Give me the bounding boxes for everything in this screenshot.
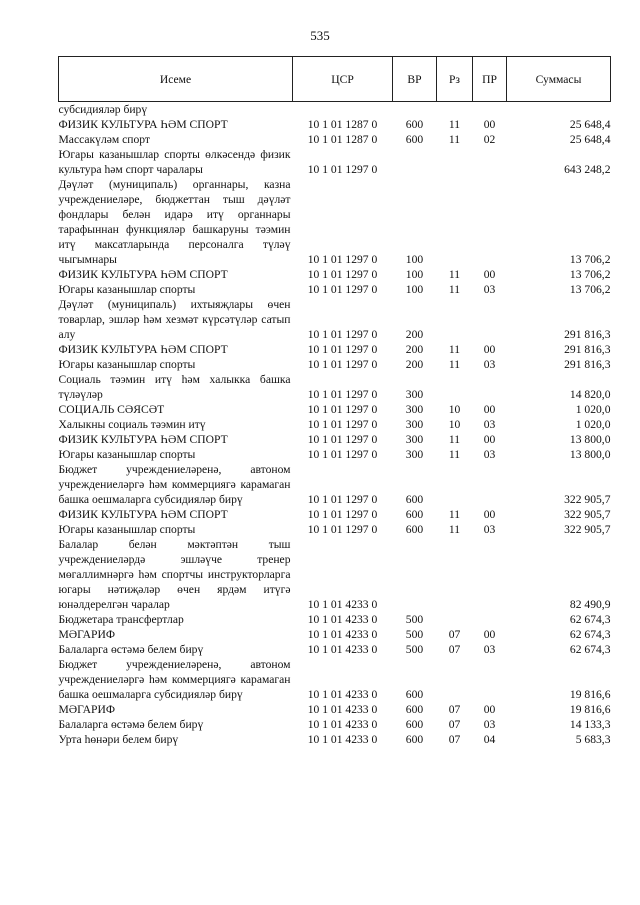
row-sum: 322 905,7 xyxy=(564,493,611,506)
table-row xyxy=(59,522,611,537)
row-rz: 11 xyxy=(448,283,461,296)
row-name: Бюджет учреждениеләренә, автоном учреждениеләргә һәм коммерциягә карамаган башка оешмаларга субсидияләр бирү xyxy=(58,658,291,701)
row-csr: 10 1 01 4233 0 xyxy=(307,613,378,626)
row-vr: 500 xyxy=(405,613,424,626)
row-vr: 500 xyxy=(405,643,424,656)
row-sum: 5 683,3 xyxy=(575,733,611,746)
row-vr: 100 xyxy=(405,283,424,296)
row-csr: 10 1 01 1297 0 xyxy=(307,388,378,401)
row-vr: 500 xyxy=(405,628,424,641)
table-row xyxy=(59,147,611,177)
row-rz: 11 xyxy=(448,433,461,446)
row-pr xyxy=(473,297,507,342)
row-vr: 600 xyxy=(405,733,424,746)
table-row xyxy=(59,297,611,342)
row-csr: 10 1 01 1297 0 xyxy=(307,493,378,506)
row-sum xyxy=(507,102,611,118)
row-vr: 600 xyxy=(405,703,424,716)
row-name: ФИЗИК КУЛЬТУРА ҺӘМ СПОРТ xyxy=(58,343,228,356)
row-csr: 10 1 01 1297 0 xyxy=(307,403,378,416)
row-vr: 300 xyxy=(405,403,424,416)
row-rz: 11 xyxy=(448,343,461,356)
row-vr: 100 xyxy=(405,253,424,266)
row-csr: 10 1 01 1287 0 xyxy=(307,133,378,146)
row-rz: 07 xyxy=(448,718,461,731)
table-row xyxy=(59,282,611,297)
row-csr: 10 1 01 1297 0 xyxy=(307,268,378,281)
row-name: ФИЗИК КУЛЬТУРА ҺӘМ СПОРТ xyxy=(58,268,228,281)
row-sum: 62 674,3 xyxy=(569,613,611,626)
row-pr: 04 xyxy=(483,733,496,746)
row-rz: 07 xyxy=(448,628,461,641)
row-vr xyxy=(393,102,437,118)
row-name: Социаль тәэмин итү һәм халыкка башка түләүләр xyxy=(58,373,291,401)
row-sum: 19 816,6 xyxy=(569,703,611,716)
row-rz: 07 xyxy=(448,643,461,656)
row-rz: 11 xyxy=(448,523,461,536)
row-rz: 11 xyxy=(448,358,461,371)
row-pr xyxy=(473,537,507,612)
row-rz: 10 xyxy=(448,418,461,431)
table-row xyxy=(59,657,611,702)
row-rz xyxy=(437,372,473,402)
row-name: Югары казанышлар спорты өлкәсендә физик культура һәм спорт чаралары xyxy=(58,148,291,176)
row-vr: 600 xyxy=(405,718,424,731)
row-csr: 10 1 01 4233 0 xyxy=(307,688,378,701)
table-header-row xyxy=(59,57,611,102)
row-csr: 10 1 01 1297 0 xyxy=(307,358,378,371)
row-rz xyxy=(437,177,473,267)
row-pr: 03 xyxy=(483,718,496,731)
table-row xyxy=(59,102,611,118)
row-rz xyxy=(437,297,473,342)
row-csr: 10 1 01 1297 0 xyxy=(307,448,378,461)
row-name: субсидияләр бирү xyxy=(58,103,148,116)
row-name: Балаларга өстәмә белем бирү xyxy=(58,643,204,656)
row-name: Халыкны социаль тәэмин итү xyxy=(58,418,206,431)
row-csr: 10 1 01 1297 0 xyxy=(307,163,378,176)
row-sum: 643 248,2 xyxy=(564,163,611,176)
row-name: МӘГАРИФ xyxy=(58,628,115,641)
row-pr xyxy=(473,372,507,402)
page-number: 535 xyxy=(310,28,330,43)
row-csr: 10 1 01 1297 0 xyxy=(307,418,378,431)
row-pr xyxy=(473,102,507,118)
table-row xyxy=(59,402,611,417)
row-vr xyxy=(393,147,437,177)
row-vr: 100 xyxy=(405,268,424,281)
table-row xyxy=(59,177,611,267)
row-name: Югары казанышлар спорты xyxy=(58,283,196,296)
row-rz xyxy=(437,612,473,627)
row-csr: 10 1 01 4233 0 xyxy=(307,628,378,641)
header-rz: Рз xyxy=(437,57,473,102)
row-pr: 00 xyxy=(483,268,496,281)
row-name: Югары казанышлар спорты xyxy=(58,358,196,371)
row-pr: 03 xyxy=(483,358,496,371)
row-pr: 00 xyxy=(483,343,496,356)
row-csr: 10 1 01 1297 0 xyxy=(307,433,378,446)
row-sum: 291 816,3 xyxy=(564,358,611,371)
row-vr: 200 xyxy=(405,343,424,356)
row-sum: 13 706,2 xyxy=(569,283,611,296)
row-name: Дәүләт (муниципаль) ихтыяҗлары өчен товарлар, эшләр һәм хезмәт күрсәтүләр сатып алу xyxy=(58,298,291,341)
row-sum: 13 800,0 xyxy=(569,433,611,446)
row-vr: 300 xyxy=(405,418,424,431)
row-sum: 291 816,3 xyxy=(564,343,611,356)
row-rz: 11 xyxy=(448,268,461,281)
row-vr: 600 xyxy=(405,688,424,701)
row-csr: 10 1 01 4233 0 xyxy=(307,718,378,731)
row-rz xyxy=(437,102,473,118)
row-name: Югары казанышлар спорты xyxy=(58,448,196,461)
row-pr xyxy=(473,612,507,627)
header-sum: Суммасы xyxy=(507,57,611,102)
row-pr: 03 xyxy=(483,448,496,461)
header-csr: ЦСР xyxy=(293,57,393,102)
row-sum: 13 706,2 xyxy=(569,253,611,266)
table-row xyxy=(59,717,611,732)
row-csr: 10 1 01 1297 0 xyxy=(307,343,378,356)
row-pr: 02 xyxy=(483,133,496,146)
row-vr: 600 xyxy=(405,118,424,131)
row-name: Балалар белән мәктәптән тыш учреждениеләрдә эшләүче тренер мөгаллимнәргә һәм спортчы инструкторларга югары нәтиҗәләр өчен ярдәм итүгә юнәлдерелгән чаралар xyxy=(58,538,291,611)
row-vr: 300 xyxy=(405,388,424,401)
row-pr xyxy=(473,147,507,177)
table-row xyxy=(59,507,611,522)
row-name: МӘГАРИФ xyxy=(58,703,115,716)
row-name: ФИЗИК КУЛЬТУРА ҺӘМ СПОРТ xyxy=(58,433,228,446)
row-name: Югары казанышлар спорты xyxy=(58,523,196,536)
row-rz xyxy=(437,147,473,177)
row-pr: 00 xyxy=(483,703,496,716)
row-sum: 1 020,0 xyxy=(575,403,611,416)
table-row xyxy=(59,342,611,357)
row-pr: 00 xyxy=(483,508,496,521)
row-vr xyxy=(393,537,437,612)
row-rz xyxy=(437,657,473,702)
row-sum: 1 020,0 xyxy=(575,418,611,431)
row-csr: 10 1 01 1297 0 xyxy=(307,283,378,296)
table-row xyxy=(59,372,611,402)
row-sum: 14 133,3 xyxy=(569,718,611,731)
table-row xyxy=(59,462,611,507)
row-name: Массакүләм спорт xyxy=(58,133,150,146)
row-sum: 291 816,3 xyxy=(564,328,611,341)
table-row xyxy=(59,267,611,282)
row-pr: 00 xyxy=(483,433,496,446)
row-vr: 300 xyxy=(405,448,424,461)
row-rz: 10 xyxy=(448,403,461,416)
row-csr: 10 1 01 1297 0 xyxy=(307,508,378,521)
table-row xyxy=(59,117,611,132)
row-csr: 10 1 01 1297 0 xyxy=(307,523,378,536)
row-rz: 07 xyxy=(448,733,461,746)
row-pr: 03 xyxy=(483,283,496,296)
row-csr: 10 1 01 4233 0 xyxy=(307,598,378,611)
row-csr: 10 1 01 1287 0 xyxy=(307,118,378,131)
row-sum: 82 490,9 xyxy=(569,598,611,611)
row-sum: 25 648,4 xyxy=(569,118,611,131)
row-sum: 62 674,3 xyxy=(569,628,611,641)
table-row xyxy=(59,417,611,432)
row-csr: 10 1 01 4233 0 xyxy=(307,733,378,746)
row-name: Бюджет учреждениеләренә, автоном учреждениеләргә һәм коммерциягә карамаган башка оешмаларга субсидияләр бирү xyxy=(58,463,291,506)
row-pr: 00 xyxy=(483,118,496,131)
row-sum: 62 674,3 xyxy=(569,643,611,656)
row-pr: 03 xyxy=(483,643,496,656)
row-pr xyxy=(473,177,507,267)
header-vr: ВР xyxy=(393,57,437,102)
row-pr: 03 xyxy=(483,418,496,431)
row-rz: 11 xyxy=(448,118,461,131)
header-pr: ПР xyxy=(473,57,507,102)
row-name: ФИЗИК КУЛЬТУРА ҺӘМ СПОРТ xyxy=(58,118,228,131)
row-pr xyxy=(473,657,507,702)
row-csr: 10 1 01 1297 0 xyxy=(307,253,378,266)
table-row xyxy=(59,642,611,657)
row-sum: 13 800,0 xyxy=(569,448,611,461)
row-name: Бюджетара трансфертлар xyxy=(58,613,184,626)
table-row xyxy=(59,612,611,627)
row-sum: 322 905,7 xyxy=(564,508,611,521)
row-sum: 19 816,6 xyxy=(569,688,611,701)
row-rz: 11 xyxy=(448,508,461,521)
row-rz: 07 xyxy=(448,703,461,716)
table-row xyxy=(59,432,611,447)
row-rz: 11 xyxy=(448,133,461,146)
table-row xyxy=(59,537,611,612)
table-row xyxy=(59,357,611,372)
table-row xyxy=(59,732,611,747)
row-pr: 00 xyxy=(483,628,496,641)
row-sum: 322 905,7 xyxy=(564,523,611,536)
row-csr xyxy=(293,102,393,118)
row-vr: 300 xyxy=(405,433,424,446)
budget-table xyxy=(58,56,611,747)
row-name: ФИЗИК КУЛЬТУРА ҺӘМ СПОРТ xyxy=(58,508,228,521)
row-vr: 600 xyxy=(405,133,424,146)
table-row xyxy=(59,627,611,642)
row-vr: 600 xyxy=(405,493,424,506)
row-name: Балаларга өстәмә белем бирү xyxy=(58,718,204,731)
table-row xyxy=(59,447,611,462)
row-pr xyxy=(473,462,507,507)
row-name: Урта һөнәри белем бирү xyxy=(58,733,179,746)
row-vr: 200 xyxy=(405,358,424,371)
row-rz xyxy=(437,537,473,612)
row-sum: 25 648,4 xyxy=(569,133,611,146)
row-csr: 10 1 01 4233 0 xyxy=(307,703,378,716)
row-sum: 14 820,0 xyxy=(569,388,611,401)
table-row xyxy=(59,702,611,717)
row-csr: 10 1 01 1297 0 xyxy=(307,328,378,341)
row-sum: 13 706,2 xyxy=(569,268,611,281)
table-row xyxy=(59,132,611,147)
row-csr: 10 1 01 4233 0 xyxy=(307,643,378,656)
row-pr: 00 xyxy=(483,403,496,416)
row-vr: 200 xyxy=(405,328,424,341)
row-vr: 600 xyxy=(405,523,424,536)
row-pr: 03 xyxy=(483,523,496,536)
header-name: Исеме xyxy=(59,57,293,102)
row-vr: 600 xyxy=(405,508,424,521)
row-rz xyxy=(437,462,473,507)
row-rz: 11 xyxy=(448,448,461,461)
row-name: СОЦИАЛЬ СӘЯСӘТ xyxy=(58,403,165,416)
row-name: Дәүләт (муниципаль) органнары, казна учреждениеләре, бюджеттан тыш дәүләт фондлары белән идарә итү органнары тарафыннан функцияләр башкаруны тәэмин итү максатларында персоналга түләү чыгымнары xyxy=(58,178,291,266)
